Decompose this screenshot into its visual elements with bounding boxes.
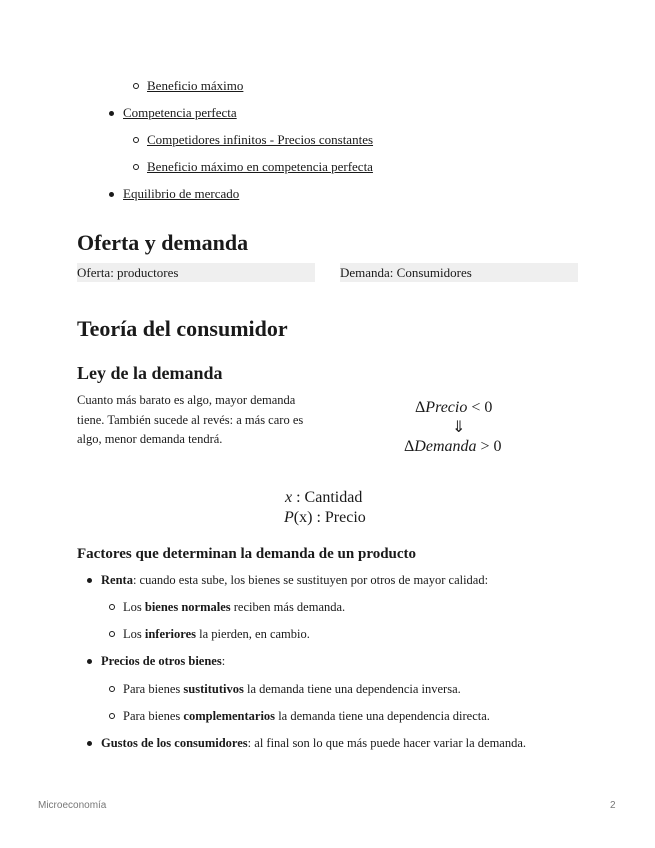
math-implies-arrow: ⇓ [452, 419, 466, 436]
math-delta-precio: ΔPrecio < 0 [415, 399, 493, 416]
circle-bullet-icon [109, 604, 115, 610]
disc-bullet-icon [87, 659, 92, 664]
circle-bullet-icon [109, 686, 115, 692]
toc-link-beneficio-competencia[interactable]: Beneficio máximo en competencia perfecta [147, 159, 373, 174]
toc-item-beneficio-competencia [147, 159, 373, 175]
toc-item-competidores-infinitos [147, 132, 373, 148]
heading-factores: Factores que determinan la demanda de un producto [77, 546, 417, 562]
math-px-precio: P(x) : Precio [284, 509, 366, 526]
list-item-precios-otros: Precios de otros bienes: [101, 653, 225, 669]
math-delta-demanda: ΔDemanda > 0 [404, 438, 502, 455]
disc-bullet-icon [87, 741, 92, 746]
footer-title: Microeconomía [38, 800, 107, 811]
cell-demanda: Demanda: Consumidores [340, 263, 578, 282]
toc-item-beneficio-maximo [147, 78, 243, 94]
paragraph-ley-demanda: Cuanto más barato es algo, mayor demanda tiene. También sucede al revés: a más caro es algo, menor demanda tendrá. [77, 393, 304, 446]
circle-bullet-icon [133, 83, 139, 89]
disc-bullet-icon [109, 192, 114, 197]
heading-oferta-demanda: Oferta y demanda [77, 230, 249, 255]
list-item-gustos: Gustos de los consumidores: al final son lo que más puede hacer variar la demanda. [101, 735, 526, 751]
footer-page-number: 2 [610, 800, 616, 811]
circle-bullet-icon [133, 137, 139, 143]
toc-link-equilibrio-mercado[interactable]: Equilibrio de mercado [123, 186, 240, 201]
list-item-renta: Renta: cuando esta sube, los bienes se sustituyen por otros de mayor calidad: [101, 572, 488, 588]
list-item-bienes-normales: Los bienes normales reciben más demanda. [123, 599, 345, 615]
circle-bullet-icon [109, 713, 115, 719]
circle-bullet-icon [109, 631, 115, 637]
toc-item-equilibrio-mercado [123, 186, 239, 202]
disc-bullet-icon [109, 111, 114, 116]
heading-ley-demanda: Ley de la demanda [77, 363, 223, 383]
toc-link-beneficio-maximo[interactable]: Beneficio máximo [147, 78, 244, 93]
circle-bullet-icon [133, 164, 139, 170]
list-item-complementarios: Para bienes complementarios la demanda tiene una dependencia directa. [123, 708, 490, 724]
list-item-sustitutivos: Para bienes sustitutivos la demanda tiene una dependencia inversa. [123, 681, 461, 697]
disc-bullet-icon [87, 578, 92, 583]
heading-teoria-consumidor: Teoría del consumidor [77, 316, 288, 341]
cell-oferta: Oferta: productores [77, 263, 315, 282]
math-x-cantidad: x : Cantidad [285, 489, 363, 506]
toc-item-competencia-perfecta [123, 105, 237, 121]
toc-link-competencia-perfecta[interactable]: Competencia perfecta [123, 105, 237, 120]
list-item-inferiores: Los inferiores la pierden, en cambio. [123, 626, 310, 642]
toc-link-competidores-infinitos[interactable]: Competidores infinitos - Precios constantes [147, 132, 374, 147]
